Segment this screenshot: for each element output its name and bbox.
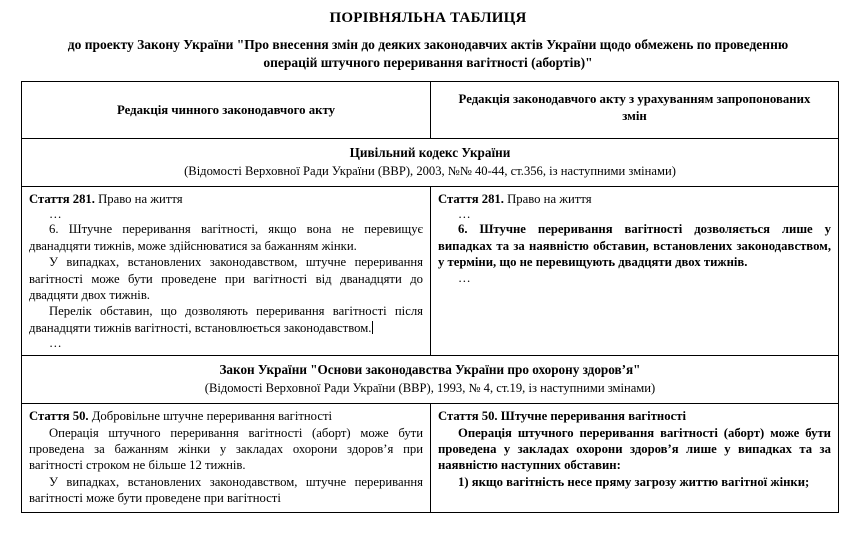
article-heading xyxy=(438,408,831,424)
ellipsis-marker: … xyxy=(458,270,472,285)
ellipsis-marker: … xyxy=(49,336,63,351)
page-title: ПОРІВНЯЛЬНА ТАБЛИЦЯ xyxy=(329,10,527,26)
article-number: Стаття 50. xyxy=(438,409,498,424)
article-title: Право на життя xyxy=(503,192,592,206)
act-name: Цивільний кодекс України xyxy=(349,145,511,160)
article-number: Стаття 50. xyxy=(29,409,89,424)
act-title-cell xyxy=(22,139,839,187)
paragraph: Операція штучного переривання вагітності (аборт) може бути проведена у закладах охорони здоров’я лише у випадках та за наявністю наступних обставин: xyxy=(438,425,831,473)
paragraph: Операція штучного переривання вагітності (аборт) може бути проведена за бажанням жінки у закладах охорони здоров’я при вагітності строком не більше 12 тижнів. xyxy=(29,425,423,473)
ellipsis-marker: … xyxy=(458,207,472,222)
article-number: Стаття 281. xyxy=(438,192,504,206)
section-2-proposed-text xyxy=(431,404,839,512)
table-header-row xyxy=(22,82,839,139)
article-heading xyxy=(29,408,423,424)
article-number: Стаття 281. xyxy=(29,192,95,206)
act-reference: (Відомості Верховної Ради України (ВВР), 1993, № 4, ст.19, із наступними змінами) xyxy=(204,381,656,396)
ellipsis-marker: … xyxy=(49,207,63,222)
act-reference: (Відомості Верховної Ради України (ВВР), 2003, №№ 40-44, ст.356, із наступними змінами) xyxy=(184,164,676,178)
article-title: Добровільне штучне переривання вагітності xyxy=(88,409,333,424)
table-row xyxy=(22,187,839,356)
comparison-table xyxy=(21,81,839,513)
act-title-row xyxy=(22,139,839,187)
article-heading xyxy=(29,191,423,207)
document-title-block xyxy=(0,0,856,72)
text-caret xyxy=(372,321,373,334)
table-row xyxy=(22,404,839,512)
act-title-row xyxy=(22,356,839,404)
column-header-proposed-law: Редакція законодавчого акту з урахуванням запропонованих змін xyxy=(431,82,839,139)
article-heading xyxy=(438,191,831,207)
column-header-current-law: Редакція чинного законодавчого акту xyxy=(22,82,431,139)
paragraph: 6. Штучне переривання вагітності, якщо вона не перевищує дванадцяти тижнів, може здійснюватися за бажанням жінки. xyxy=(29,222,423,253)
paragraph: У випадках, встановлених законодавством, штучне переривання вагітності може бути проведене при вагітності xyxy=(29,474,423,506)
article-title: Право на життя xyxy=(94,192,183,206)
act-name: Закон України "Основи законодавства України про охорону здоров’я" xyxy=(219,362,641,378)
section-1-proposed-text xyxy=(431,187,839,356)
paragraph-with-caret xyxy=(29,303,423,336)
paragraph: 6. Штучне переривання вагітності дозволяється лише у випадках та за наявністю обставин, встановлених законодавством, у терміни, що не перевищують двадцяти двох тижнів. xyxy=(438,222,831,270)
paragraph: 1) якщо вагітність несе пряму загрозу життю вагітної жінки; xyxy=(458,474,810,489)
article-title: Штучне переривання вагітності xyxy=(497,409,686,424)
document-subtitle: до проекту Закону України "Про внесення змін до деяких законодавчих актів України щодо обмежень по проведенню операцій штучного переривання вагітності (абортів)" xyxy=(67,37,789,70)
section-1-current-text xyxy=(22,187,431,356)
paragraph: У випадках, встановлених законодавством, штучне переривання вагітності може бути проведене при вагітності від дванадцяти до двадцяти двох тижнів. xyxy=(29,255,423,303)
paragraph-text: Перелік обставин, що дозволяють переривання вагітності після дванадцяти тижнів вагітності, встановлюється законодавством. xyxy=(29,304,423,335)
section-2-current-text xyxy=(22,404,431,512)
act-title-cell xyxy=(22,356,839,404)
